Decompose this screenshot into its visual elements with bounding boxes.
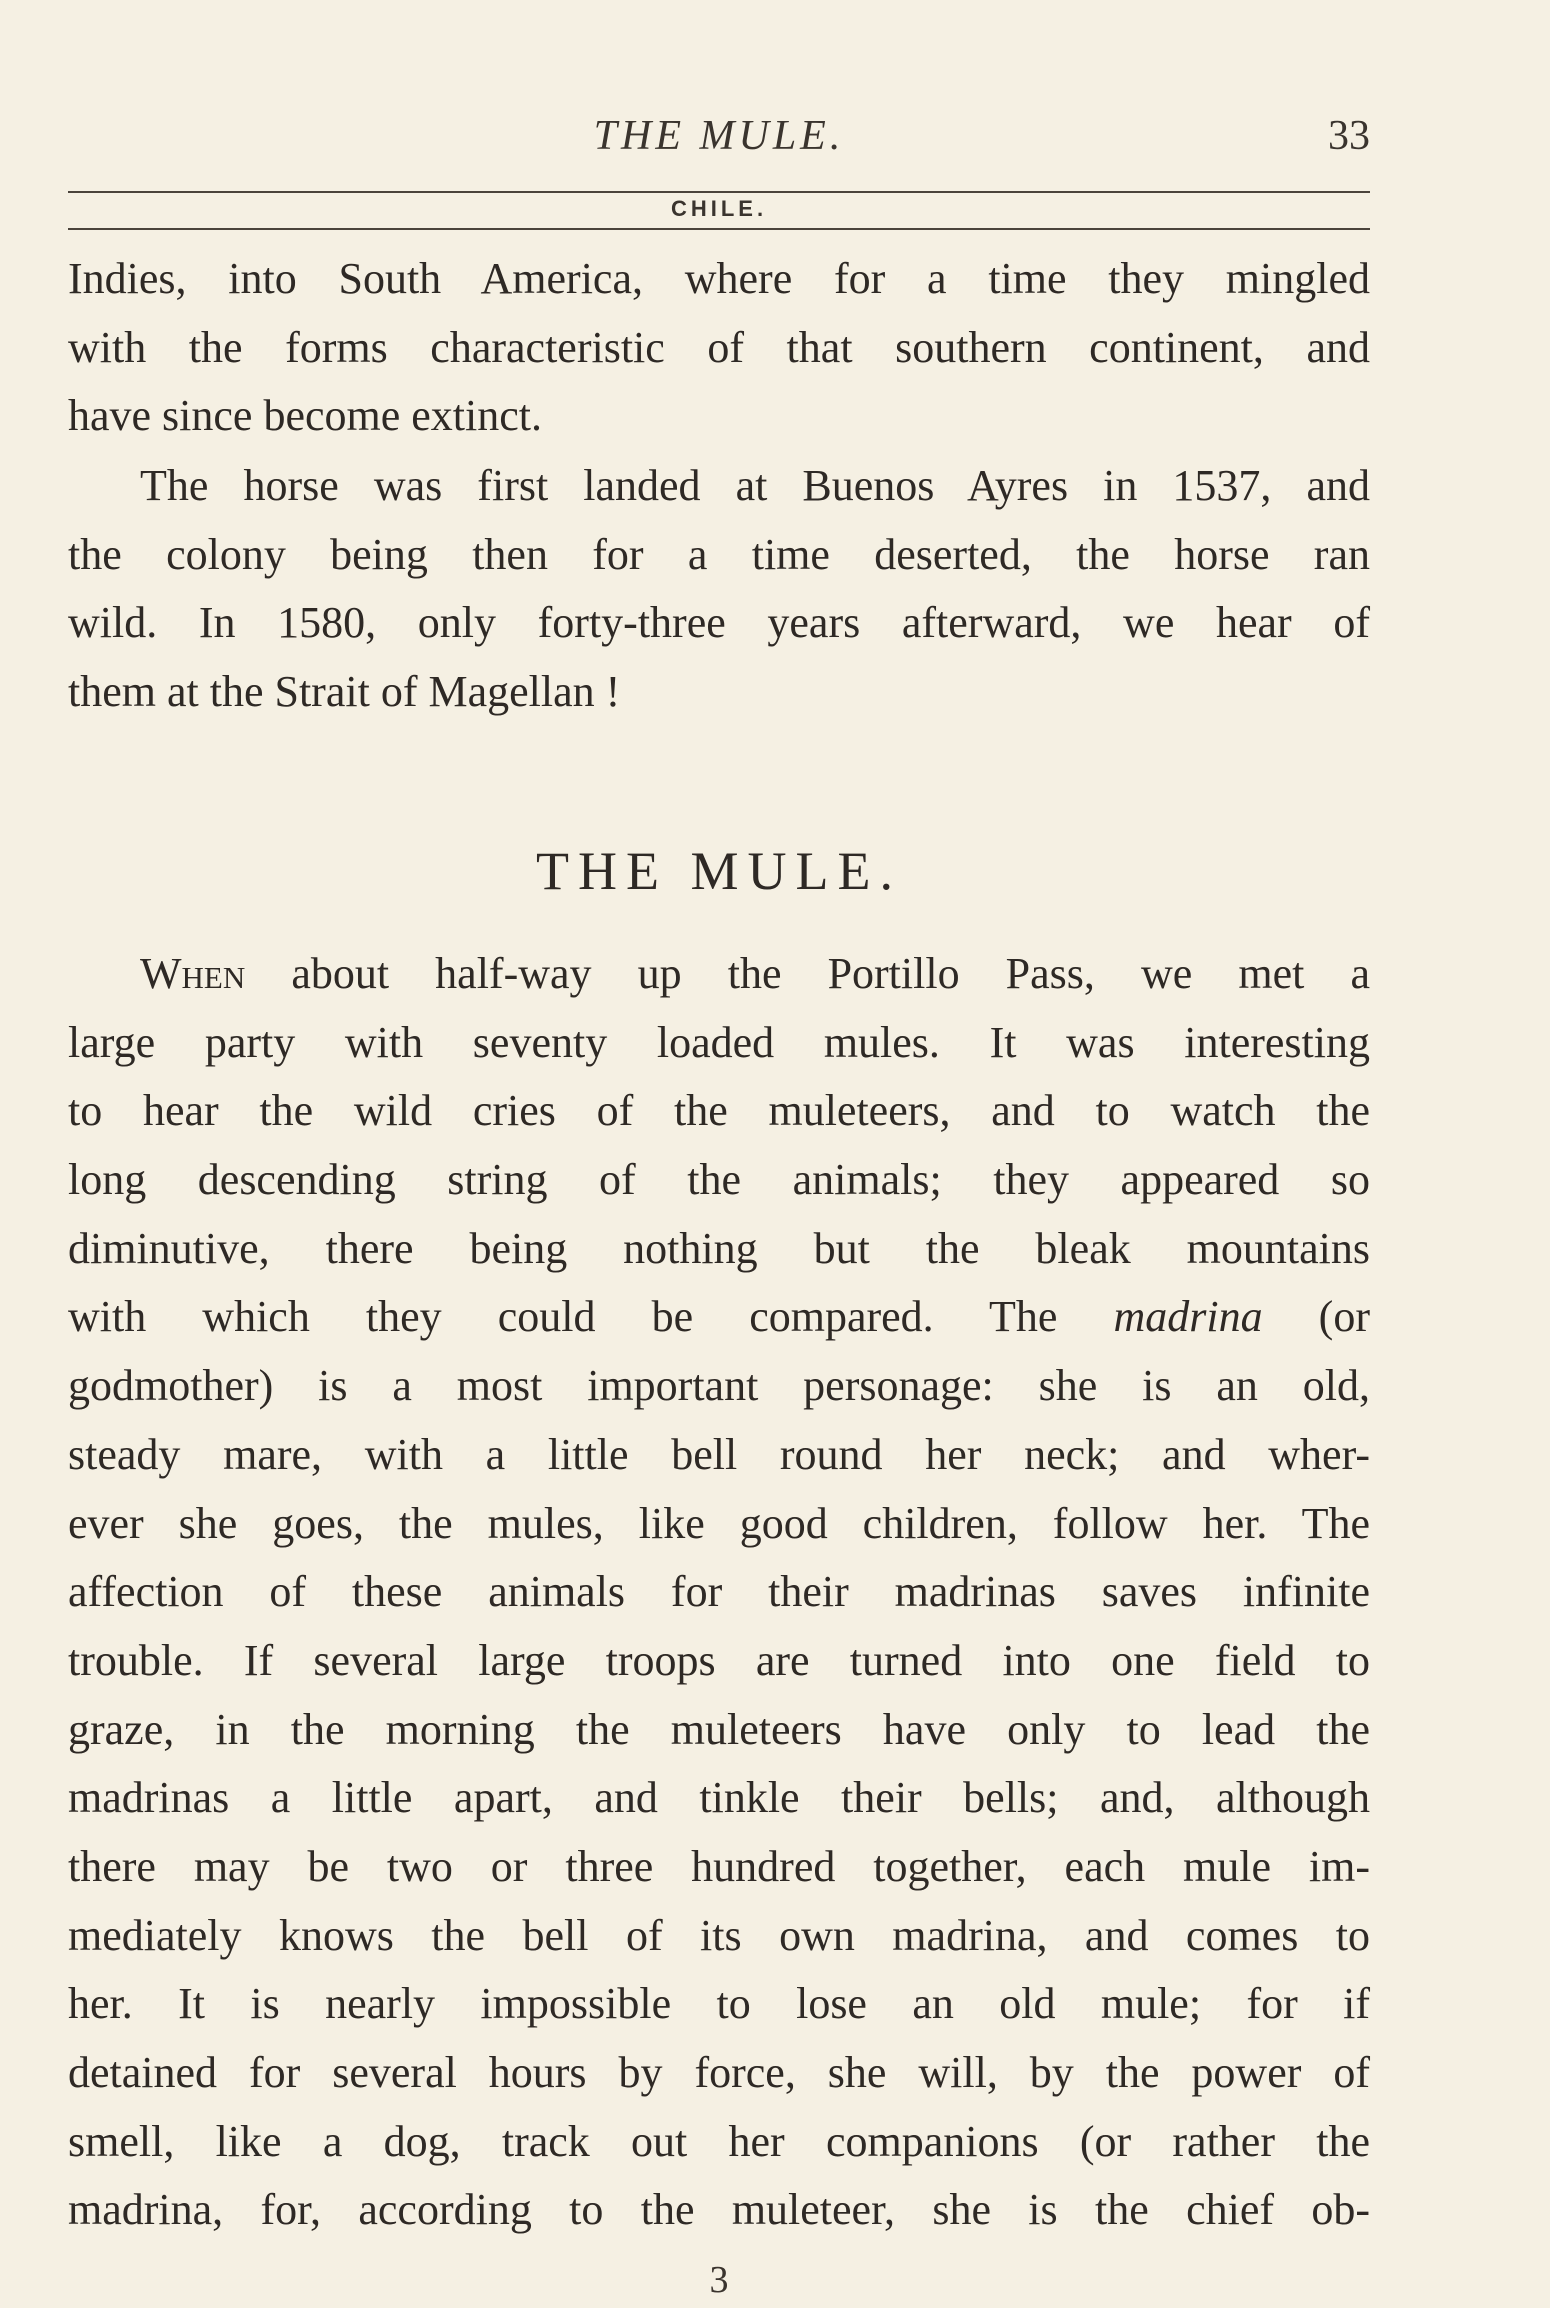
text-run: about half-way up the Portillo Pass, we met a (245, 949, 1370, 998)
text-line: ever she goes, the mules, like good children, follow her. The (68, 1498, 1370, 1548)
text-line (68, 940, 1370, 1009)
text-line: long descending string of the animals; they appeared so (68, 1155, 1370, 1205)
paragraph-continuation (68, 245, 1370, 451)
text-line: godmother) is a most important personage: she is an old, (68, 1361, 1370, 1411)
text-line: Indies, into South America, where for a time they mingled (68, 254, 1370, 303)
running-head (68, 112, 1370, 172)
text-line: the colony being then for a time deserted, the horse ran (68, 529, 1370, 579)
text-line: large party with seventy loaded mules. It was interesting (68, 1017, 1370, 1067)
text-line: with the forms characteristic of that southern continent, and (68, 322, 1370, 372)
text-line: there may be two or three hundred together, each mule im- (68, 1841, 1370, 1891)
text-line: affection of these animals for their madrinas saves infinite (68, 1567, 1370, 1617)
paragraph-horse-buenos-ayres (68, 452, 1370, 727)
text-line: diminutive, there being nothing but the bleak mountains (68, 1223, 1370, 1273)
text-line: steady mare, with a little bell round her neck; and wher- (68, 1429, 1370, 1479)
drop-word: When (140, 949, 246, 998)
paragraph-the-mule (68, 940, 1370, 2245)
text-line: The horse was first landed at Buenos Ayres in 1537, and (140, 461, 1370, 510)
text-line (68, 1283, 1370, 1352)
page-number: 33 (1328, 113, 1370, 159)
text-line: smell, like a dog, track out her companions (or rather the (68, 2116, 1370, 2166)
text-run: (or (1262, 1292, 1370, 1342)
italic-term: madrina (1113, 1292, 1263, 1342)
text-line: madrinas a little apart, and tinkle their bells; and, although (68, 1773, 1370, 1823)
header-rule-top (68, 191, 1370, 193)
signature-mark: 3 (709, 2259, 729, 2301)
text-line: mediately knows the bell of its own madrina, and comes to (68, 1910, 1370, 1960)
running-title: THE MULE. (593, 113, 845, 159)
text-line: wild. In 1580, only forty-three years afterward, we hear of (68, 598, 1370, 648)
text-run: with which they could be compared. The (68, 1292, 1114, 1342)
header-rule-bottom (68, 228, 1370, 230)
text-line: detained for several hours by force, she will, by the power of (68, 2048, 1370, 2097)
text-line: her. It is nearly impossible to lose an old mule; for if (68, 1979, 1370, 2029)
section-subhead: CHILE. (670, 196, 768, 221)
text-line: trouble. If several large troops are turned into one field to (68, 1635, 1370, 1685)
text-line: madrina, for, according to the muleteer, she is the chief ob- (68, 2185, 1370, 2235)
text-line: to hear the wild cries of the muleteers, and to watch the (68, 1086, 1370, 1136)
text-line: have since become extinct. (68, 391, 543, 441)
section-heading: THE MULE. (536, 841, 902, 901)
text-line: them at the Strait of Magellan ! (68, 667, 621, 717)
text-line: graze, in the morning the muleteers have only to lead the (68, 1704, 1370, 1754)
